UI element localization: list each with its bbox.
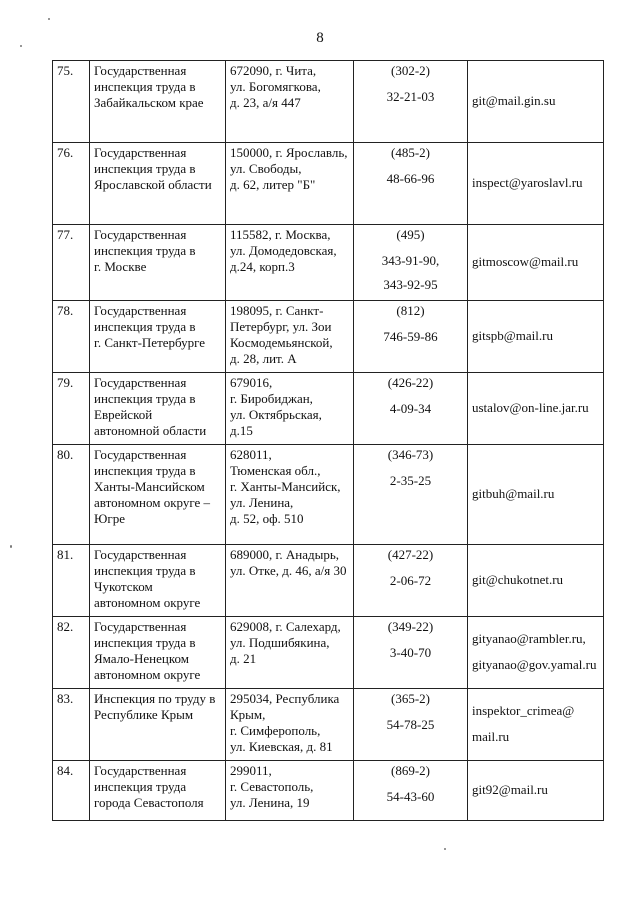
- name-line: Государственная: [94, 145, 187, 160]
- address-line: 629008, г. Салехард,: [230, 619, 341, 634]
- name-line: Югре: [94, 511, 125, 526]
- inspection-email: [468, 373, 604, 445]
- phone-number: 54-78-25: [386, 717, 435, 732]
- phone-code: (426-22): [387, 375, 434, 390]
- inspection-address: [226, 373, 354, 445]
- address-line: д. 52, оф. 510: [230, 511, 304, 526]
- email-address-extra: gityanao@gov.yamal.ru: [472, 656, 597, 672]
- phone-code: (302-2): [391, 63, 430, 78]
- inspection-address: [226, 617, 354, 689]
- inspection-email: [468, 545, 604, 617]
- name-line: Государственная: [94, 303, 187, 318]
- name-line: инспекция труда в: [94, 79, 196, 94]
- name-line: Ярославской области: [94, 177, 212, 192]
- inspection-address: [226, 761, 354, 821]
- address-line: д.24, корп.3: [230, 259, 295, 274]
- inspection-phone: [354, 545, 468, 617]
- inspection-address: [226, 445, 354, 545]
- name-line: инспекция труда в: [94, 319, 196, 334]
- phone-number: 3-40-70: [389, 645, 432, 660]
- name-line: Ямало-Ненецком: [94, 651, 189, 666]
- name-line: Государственная: [94, 375, 187, 390]
- name-line: Еврейской: [94, 407, 153, 422]
- name-line: Государственная: [94, 447, 187, 462]
- inspection-name: [90, 61, 226, 143]
- row-number: 75.: [53, 61, 90, 143]
- phone-code: (349-22): [387, 619, 434, 634]
- scan-speck: [20, 45, 22, 47]
- inspection-phone: [354, 761, 468, 821]
- phone-code: (495): [396, 227, 425, 242]
- address-line: Тюменская обл.,: [230, 463, 321, 478]
- inspection-address: [226, 689, 354, 761]
- phone-code: (365-2): [391, 691, 430, 706]
- inspection-email: [468, 445, 604, 545]
- inspection-name: [90, 445, 226, 545]
- inspection-email: [468, 689, 604, 761]
- inspection-phone: [354, 617, 468, 689]
- inspection-phone: [354, 373, 468, 445]
- name-line: Инспекция по труду в: [94, 691, 216, 706]
- table-row: [53, 617, 604, 689]
- name-line: Государственная: [94, 763, 187, 778]
- address-line: Крым,: [230, 707, 266, 722]
- table-row: [53, 545, 604, 617]
- name-line: Государственная: [94, 227, 187, 242]
- inspection-email: [468, 61, 604, 143]
- address-line: 295034, Республика: [230, 691, 340, 706]
- email-address: inspektor_crimea@: [472, 702, 575, 718]
- email-address: git@chukotnet.ru: [472, 571, 564, 587]
- address-line: ул. Киевская, д. 81: [230, 739, 333, 754]
- inspection-address: [226, 225, 354, 301]
- name-line: г. Москве: [94, 259, 147, 274]
- address-line: ул. Ленина,: [230, 495, 294, 510]
- email-address: git92@mail.ru: [472, 781, 548, 797]
- email-address: git@mail.gin.su: [472, 92, 556, 108]
- email-address: inspect@yaroslavl.ru: [472, 174, 583, 190]
- name-line: Чукотском: [94, 579, 153, 594]
- address-line: д.15: [230, 423, 253, 438]
- address-line: д. 62, литер "Б": [230, 177, 316, 192]
- inspection-name: [90, 225, 226, 301]
- inspection-email: [468, 761, 604, 821]
- address-line: 198095, г. Санкт-: [230, 303, 324, 318]
- name-line: Ханты-Мансийском: [94, 479, 205, 494]
- address-line: 679016,: [230, 375, 273, 390]
- inspection-name: [90, 301, 226, 373]
- address-line: 299011,: [230, 763, 272, 778]
- name-line: инспекция труда в: [94, 391, 196, 406]
- inspection-address: [226, 61, 354, 143]
- address-line: ул. Домодедовская,: [230, 243, 337, 258]
- email-address: gitmoscow@mail.ru: [472, 253, 579, 269]
- inspection-email: [468, 143, 604, 225]
- email-address: gityanao@rambler.ru,: [472, 630, 586, 646]
- name-line: инспекция труда в: [94, 161, 196, 176]
- address-line: Петербург, ул. Зои: [230, 319, 332, 334]
- table-row: [53, 61, 604, 143]
- name-line: автономном округе –: [94, 495, 211, 510]
- address-line: ул. Подшибякина,: [230, 635, 330, 650]
- address-line: г. Ханты-Мансийск,: [230, 479, 341, 494]
- row-number: 79.: [53, 373, 90, 445]
- inspection-email: [468, 617, 604, 689]
- address-line: г. Биробиджан,: [230, 391, 313, 406]
- name-line: автономной области: [94, 423, 207, 438]
- inspection-name: [90, 545, 226, 617]
- name-line: Государственная: [94, 547, 187, 562]
- address-line: ул. Ленина, 19: [230, 795, 310, 810]
- inspections-table: [52, 60, 604, 821]
- phone-number: 54-43-60: [386, 789, 435, 804]
- row-number: 80.: [53, 445, 90, 545]
- inspection-name: [90, 373, 226, 445]
- table-row: [53, 689, 604, 761]
- inspection-phone: [354, 61, 468, 143]
- inspection-phone: [354, 301, 468, 373]
- table-row: [53, 225, 604, 301]
- address-line: 628011,: [230, 447, 272, 462]
- inspection-address: [226, 301, 354, 373]
- address-line: д. 21: [230, 651, 257, 666]
- scan-speck: [48, 18, 50, 20]
- row-number: 77.: [53, 225, 90, 301]
- phone-code: (485-2): [391, 145, 430, 160]
- inspection-email: [468, 301, 604, 373]
- table-body: [53, 61, 604, 821]
- table-row: [53, 761, 604, 821]
- address-line: 115582, г. Москва,: [230, 227, 331, 242]
- inspection-name: [90, 617, 226, 689]
- table-row: [53, 143, 604, 225]
- inspection-address: [226, 545, 354, 617]
- inspection-name: [90, 689, 226, 761]
- inspection-phone: [354, 225, 468, 301]
- phone-number: 746-59-86: [383, 329, 438, 344]
- scan-speck: [10, 545, 12, 548]
- phone-number: 343-91-90,: [381, 253, 440, 268]
- address-line: 672090, г. Чита,: [230, 63, 317, 78]
- address-line: г. Севастополь,: [230, 779, 314, 794]
- name-line: Государственная: [94, 619, 187, 634]
- address-line: 689000, г. Анадырь,: [230, 547, 340, 562]
- name-line: инспекция труда в: [94, 243, 196, 258]
- email-address-extra: mail.ru: [472, 728, 510, 744]
- row-number: 81.: [53, 545, 90, 617]
- name-line: Государственная: [94, 63, 187, 78]
- inspection-name: [90, 143, 226, 225]
- scan-speck: [444, 848, 446, 850]
- phone-code: (812): [396, 303, 425, 318]
- address-line: д. 23, а/я 447: [230, 95, 301, 110]
- phone-number: 2-35-25: [389, 473, 432, 488]
- address-line: ул. Богомягкова,: [230, 79, 321, 94]
- name-line: инспекция труда в: [94, 563, 196, 578]
- inspection-name: [90, 761, 226, 821]
- phone-number: 4-09-34: [389, 401, 432, 416]
- name-line: автономном округе: [94, 595, 201, 610]
- name-line: инспекция труда в: [94, 635, 196, 650]
- phone-code: (346-73): [387, 447, 434, 462]
- row-number: 84.: [53, 761, 90, 821]
- name-line: инспекция труда в: [94, 463, 196, 478]
- phone-code: (869-2): [391, 763, 430, 778]
- row-number: 83.: [53, 689, 90, 761]
- page-number: 8: [316, 30, 324, 46]
- row-number: 78.: [53, 301, 90, 373]
- inspection-address: [226, 143, 354, 225]
- table-row: [53, 373, 604, 445]
- address-line: г. Симферополь,: [230, 723, 321, 738]
- inspection-phone: [354, 143, 468, 225]
- email-address: gitspb@mail.ru: [472, 327, 553, 343]
- inspection-email: [468, 225, 604, 301]
- phone-number: 2-06-72: [389, 573, 432, 588]
- name-line: Забайкальском крае: [94, 95, 204, 110]
- inspection-phone: [354, 689, 468, 761]
- address-line: ул. Свободы,: [230, 161, 302, 176]
- row-number: 82.: [53, 617, 90, 689]
- phone-number: 32-21-03: [386, 89, 435, 104]
- name-line: Республике Крым: [94, 707, 194, 722]
- inspection-phone: [354, 445, 468, 545]
- email-address: gitbuh@mail.ru: [472, 485, 555, 501]
- name-line: г. Санкт-Петербурге: [94, 335, 206, 350]
- name-line: города Севастополя: [94, 795, 204, 810]
- email-address: ustalov@on-line.jar.ru: [472, 399, 589, 415]
- name-line: автономном округе: [94, 667, 201, 682]
- row-number: 76.: [53, 143, 90, 225]
- phone-number-extra: 343-92-95: [383, 277, 438, 292]
- phone-code: (427-22): [387, 547, 434, 562]
- address-line: 150000, г. Ярославль,: [230, 145, 348, 160]
- table-row: [53, 301, 604, 373]
- address-line: ул. Отке, д. 46, а/я 30: [230, 563, 347, 578]
- name-line: инспекция труда: [94, 779, 187, 794]
- table-row: [53, 445, 604, 545]
- phone-number: 48-66-96: [386, 171, 435, 186]
- address-line: д. 28, лит. А: [230, 351, 297, 366]
- address-line: ул. Октябрьская,: [230, 407, 322, 422]
- address-line: Космодемьянской,: [230, 335, 333, 350]
